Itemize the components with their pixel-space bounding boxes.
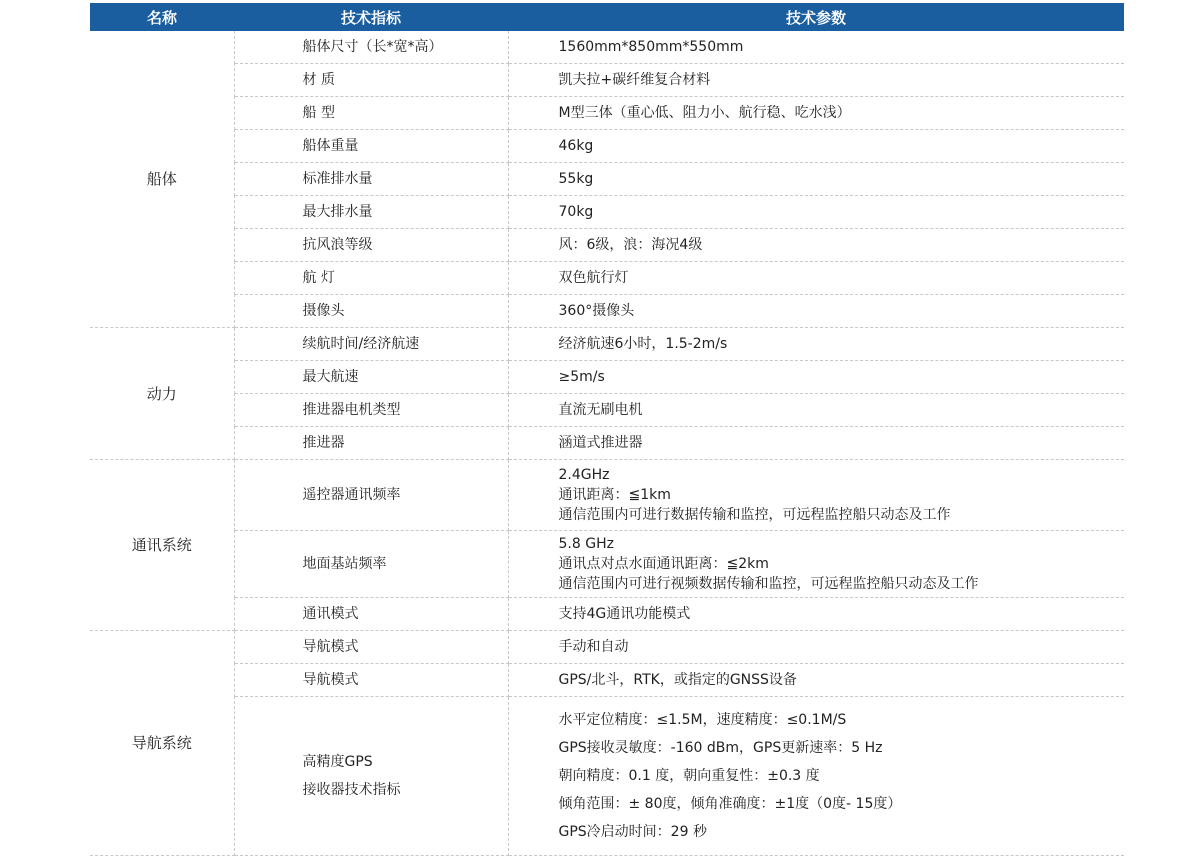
value-cell: ≥5m/s: [508, 361, 1124, 394]
table-row: [90, 295, 1124, 328]
value-cell: [508, 531, 1124, 598]
header-params: 技术参数: [508, 3, 1124, 31]
table-row: [90, 196, 1124, 229]
param-cell: 推进器: [234, 427, 508, 460]
param-cell: 通讯模式: [234, 598, 508, 631]
param-cell: 航 灯: [234, 262, 508, 295]
param-cell: 船 型: [234, 97, 508, 130]
table-row: [90, 598, 1124, 631]
param-cell: 遥控器通讯频率: [234, 460, 508, 531]
param-cell: 最大航速: [234, 361, 508, 394]
param-cell: 船体尺寸（长*宽*高）: [234, 31, 508, 64]
value-line: 2.4GHz: [558, 467, 610, 483]
value-cell: 涵道式推进器: [508, 427, 1124, 460]
param-cell: 标准排水量: [234, 163, 508, 196]
table-row: [90, 229, 1124, 262]
table-row: [90, 31, 1124, 64]
group-communication: 通讯系统: [90, 460, 234, 631]
value-line: 通信范围内可进行视频数据传输和监控，可远程监控船只动态及工作: [558, 576, 979, 592]
value-cell: 55kg: [508, 163, 1124, 196]
value-cell: 70kg: [508, 196, 1124, 229]
table-row: [90, 97, 1124, 130]
value-line: GPS接收灵敏度：-160 dBm，GPS更新速率：5 Hz: [558, 740, 883, 756]
table-row: [90, 163, 1124, 196]
value-cell: 手动和自动: [508, 631, 1124, 664]
value-cell: 46kg: [508, 130, 1124, 163]
table-row: [90, 64, 1124, 97]
value-cell: GPS/北斗，RTK，或指定的GNSS设备: [508, 664, 1124, 697]
value-line: 水平定位精度：≤1.5M，速度精度：≤0.1M/S: [558, 712, 847, 728]
value-cell: 360°摄像头: [508, 295, 1124, 328]
param-cell: 导航模式: [234, 631, 508, 664]
param-cell: 地面基站频率: [234, 531, 508, 598]
table-row: [90, 328, 1124, 361]
table-row: [90, 631, 1124, 664]
value-line: GPS冷启动时间：29 秒: [558, 824, 707, 840]
param-cell: [234, 697, 508, 856]
value-cell: 凯夫拉+碳纤维复合材料: [508, 64, 1124, 97]
value-cell: 支持4G通讯功能模式: [508, 598, 1124, 631]
table-header-row: [90, 3, 1124, 31]
table-row: [90, 531, 1124, 598]
table-row: [90, 460, 1124, 531]
spec-table: [90, 3, 1124, 856]
table-row: [90, 361, 1124, 394]
value-line: 通讯点对点水面通讯距离：≦2km: [558, 556, 769, 572]
param-cell: 材 质: [234, 64, 508, 97]
value-line: 通讯距离：≦1km: [558, 487, 671, 503]
group-navigation: 导航系统: [90, 631, 234, 856]
value-cell: 双色航行灯: [508, 262, 1124, 295]
value-line: 5.8 GHz: [558, 536, 614, 552]
param-cell: 续航时间/经济航速: [234, 328, 508, 361]
param-line: 接收器技术指标: [302, 782, 401, 798]
value-line: 倾角范围：± 80度，倾角准确度：±1度（0度- 15度）: [558, 796, 902, 812]
value-line: 朝向精度：0.1 度，朝向重复性：±0.3 度: [558, 768, 820, 784]
header-indicator: 技术指标: [234, 3, 508, 31]
param-cell: 最大排水量: [234, 196, 508, 229]
value-line: 通信范围内可进行数据传输和监控，可远程监控船只动态及工作: [558, 507, 951, 523]
table-row: [90, 664, 1124, 697]
param-line: 高精度GPS: [302, 754, 373, 770]
table-row: [90, 427, 1124, 460]
value-cell: M型三体（重心低、阻力小、航行稳、吃水浅）: [508, 97, 1124, 130]
table-row: [90, 130, 1124, 163]
value-cell: 直流无刷电机: [508, 394, 1124, 427]
group-power: 动力: [90, 328, 234, 460]
value-cell: [508, 697, 1124, 856]
value-cell: [508, 460, 1124, 531]
table-row: [90, 394, 1124, 427]
param-cell: 摄像头: [234, 295, 508, 328]
param-cell: 船体重量: [234, 130, 508, 163]
group-hull: 船体: [90, 31, 234, 328]
param-cell: 抗风浪等级: [234, 229, 508, 262]
value-cell: 风：6级，浪：海况4级: [508, 229, 1124, 262]
table-row: [90, 262, 1124, 295]
param-cell: 导航模式: [234, 664, 508, 697]
param-cell: 推进器电机类型: [234, 394, 508, 427]
value-cell: 1560mm*850mm*550mm: [508, 31, 1124, 64]
header-name: 名称: [90, 3, 234, 31]
table-row: [90, 697, 1124, 856]
value-cell: 经济航速6小时，1.5-2m/s: [508, 328, 1124, 361]
